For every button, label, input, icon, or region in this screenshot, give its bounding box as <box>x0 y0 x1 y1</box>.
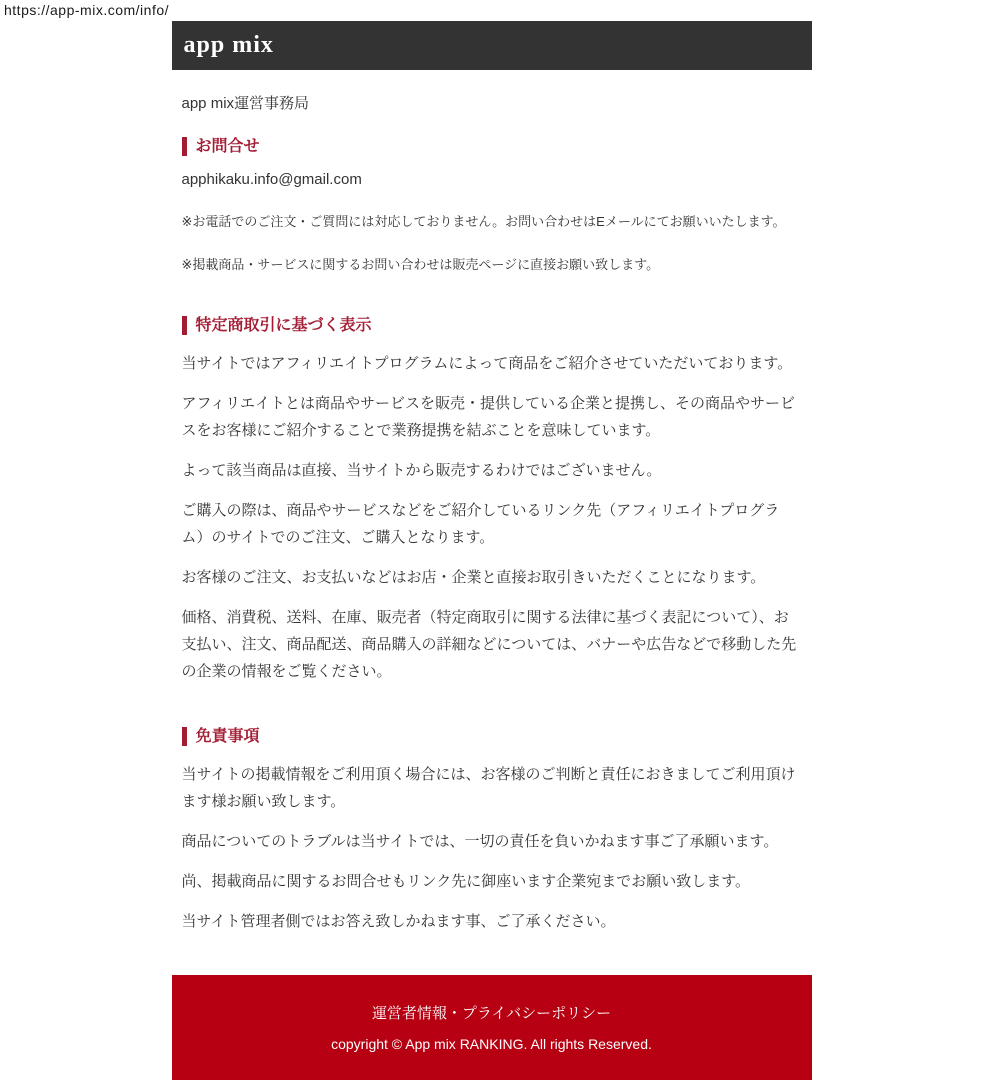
contact-note-products: ※掲載商品・サービスに関するお問い合わせは販売ページに直接お願い致します。 <box>181 257 660 272</box>
disclaimer-paragraph: 商品についてのトラブルは当サイトでは、一切の責任を負いかねます事ご了承願います。 <box>181 833 779 850</box>
tokushoho-paragraph: よって該当商品は直接、当サイトから販売するわけではございません。 <box>181 462 662 479</box>
site-header <box>172 21 812 70</box>
page-url-label: https://app-mix.com/info/ <box>4 2 170 18</box>
contact-email: apphikaku.info@gmail.com <box>181 171 362 188</box>
site-title: app mix <box>183 32 274 58</box>
tokushoho-paragraph: お客様のご注文、お支払いなどはお店・企業と直接お取引きいただくことになります。 <box>181 569 766 586</box>
disclaimer-paragraph: 尚、掲載商品に関するお問合せもリンク先に御座います企業宛までお願い致します。 <box>181 873 751 890</box>
main-content <box>172 92 812 935</box>
page-container <box>172 0 812 1080</box>
copyright-text: copyright © App mix RANKING. All rights Reserved. <box>331 1036 652 1052</box>
tokushoho-paragraph: 当サイトではアフィリエイトプログラムによって商品をご紹介させていただいております。 <box>181 355 793 372</box>
tokushoho-paragraph: 価格、消費税、送料、在庫、販売者（特定商取引に関する法律に基づく表記について）、お支払い、注文、商品配送、商品購入の詳細などについては、バナーや広告などで移動した先の企業の情報をご覧ください。 <box>181 609 797 680</box>
privacy-policy-link[interactable]: 運営者情報・プライバシーポリシー <box>371 1005 612 1022</box>
section-heading-contact: お問合せ <box>182 137 802 156</box>
tokushoho-paragraph: アフィリエイトとは商品やサービスを販売・提供している企業と提携し、その商品やサービスをお客様にご紹介することで業務提携を結ぶことを意味しています。 <box>181 395 796 439</box>
disclaimer-paragraph: 当サイトの掲載情報をご利用頂く場合には、お客様のご判断と責任におきましてご利用頂けます様お願い致します。 <box>181 766 796 810</box>
contact-note-phone: ※お電話でのご注文・ご質問には対応しておりません。お問い合わせはEメールにてお願いいたします。 <box>181 214 786 229</box>
section-heading-tokushoho: 特定商取引に基づく表示 <box>182 316 802 335</box>
disclaimer-paragraph: 当サイト管理者側ではお答え致しかねます事、ご了承ください。 <box>181 913 616 930</box>
intro-text: app mix運営事務局 <box>181 95 310 112</box>
tokushoho-paragraph: ご購入の際は、商品やサービスなどをご紹介しているリンク先（アフィリエイトプログラム）のサイトでのご注文、ご購入となります。 <box>181 502 780 546</box>
section-heading-disclaimer: 免責事項 <box>182 727 802 746</box>
site-footer <box>172 975 812 1080</box>
